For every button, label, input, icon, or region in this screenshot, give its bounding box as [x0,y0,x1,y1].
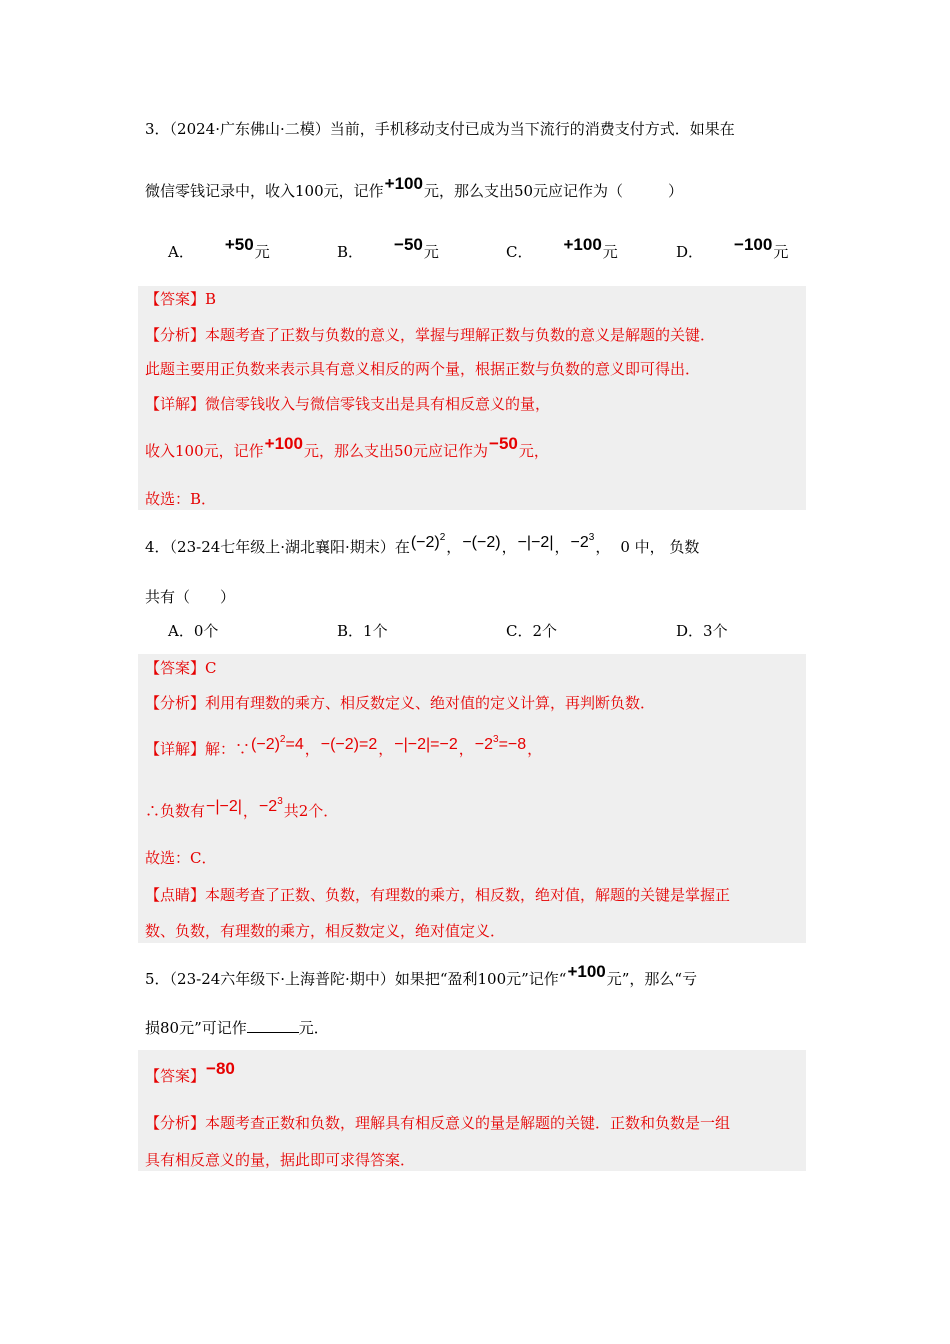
q3-choose: 故选：B． [145,490,217,508]
q4-choose: 故选：C． [145,849,217,867]
q4-detail-expr-1: $(-2)^2=4$ [251,734,304,753]
q4-sep-3: ， [554,538,570,556]
q4-option-c: C．2个 [506,622,558,640]
q4-conclusion-expr-1: −|−2| [206,798,242,815]
q3-stem-text-a: 微信零钱记录中，收入100元，记作 [145,182,384,200]
q3-stem-line2 [145,174,684,202]
q5-analysis-line1: 【分析】本题考查正数和负数，理解具有相反意义的量是解题的关键．正数和负数是一组 [145,1114,731,1132]
q3-option-a [168,235,270,263]
q3-option-a-unit: 元 [254,243,270,261]
q3-answer: 【答案】B [145,290,217,308]
q4-stem-text-b: 0 中， 负数 [620,538,700,556]
q4-detail-text: 【详解】解：∵ [145,740,251,758]
q3-stem-text-b: 元，那么支出50元应记作为（ ） [423,182,684,200]
q4-option-b: B．1个 [337,622,388,640]
q4-point-line1: 【点睛】本题考查了正数、负数，有理数的乘方，相反数，绝对值，解题的关键是掌握正 [145,886,731,904]
q3-analysis-line1: 【分析】本题考查了正数与负数的意义，掌握与理解正数与负数的意义是解题的关键． [145,326,716,344]
q4-detail-sep-3: ， [458,740,474,758]
q3-option-c [506,235,618,263]
q3-analysis-line2: 此题主要用正负数来表示具有意义相反的两个量，根据正数与负数的意义即可得出． [145,360,701,378]
q4-conclusion-sep: ， [242,802,258,820]
q5-answer [145,1059,236,1087]
q3-option-b-label: B． [337,243,364,261]
q3-detail-text-c: 元， [518,442,549,460]
q3-stem-line1: 3．（2024·广东佛山·二模）当前，手机移动支付已成为当下流行的消费支付方式．如果在 [145,120,735,138]
q4-expr-3: −|−2| [517,534,554,551]
q5-answer-label: 【答案】 [145,1067,206,1085]
q3-option-a-math: +50 [224,235,254,254]
q5-stem-text-c: 损80元”可记作 [145,1019,247,1037]
q4-detail-expr-2: −(−2)=2 [320,736,378,753]
q3-option-b-math: −50 [394,235,423,254]
q4-expr-4: $-2^3$ [570,532,595,551]
q4-option-d: D．3个 [676,622,728,640]
q4-analysis: 【分析】利用有理数的乘方、相反数定义、绝对值的定义计算，再判断负数． [145,694,656,712]
q4-detail-line [145,734,543,763]
q3-detail-line2 [145,434,549,462]
q4-stem-line1 [145,532,700,561]
q3-detail-text-b: 元，那么支出50元应记作为 [303,442,489,460]
q3-option-d-label: D． [676,243,704,261]
q3-detail-math1: +100 [264,434,303,453]
q3-detail-text-a: 收入100元，记作 [145,442,264,460]
q5-stem-line1 [145,962,698,990]
q3-option-b [337,235,439,263]
q4-sep-4: ， [595,538,611,556]
q4-option-a: A．0个 [168,622,219,640]
q5-stem-text-d: 元． [298,1019,329,1037]
q3-stem-math: +100 [384,174,423,193]
q4-answer: 【答案】C [145,659,217,677]
q4-detail-expr-4: $-2^3=-8$ [474,734,527,753]
q5-analysis-line2: 具有相反意义的量，据此即可求得答案． [145,1151,416,1169]
q4-expr-1: $(-2)^2$ [410,532,446,551]
q3-detail-math2: −50 [489,434,518,453]
q5-stem-text-b: 元”，那么“亏 [606,970,698,988]
q3-option-c-math: +100 [563,235,602,254]
q3-option-d-unit: 元 [773,243,789,261]
q3-option-b-unit: 元 [423,243,439,261]
q3-option-d [676,235,789,263]
q4-detail-sep-4: ， [527,740,543,758]
q4-detail-sep-1: ， [304,740,320,758]
q4-conclusion [145,796,339,825]
q4-sep-2: ， [501,538,517,556]
q4-point-line2: 数、负数，有理数的乘方，相反数定义，绝对值定义． [145,922,506,940]
q3-detail-line1: 【详解】微信零钱收入与微信零钱支出是具有相反意义的量， [145,395,551,413]
q5-stem-math: +100 [567,962,606,981]
q5-blank [247,1017,299,1033]
q4-stem-line2: 共有（ ） [145,588,236,606]
q4-conclusion-text-a: ∴负数有 [145,802,206,820]
q3-option-d-math: −100 [734,235,773,254]
q4-expr-2: −(−2) [462,534,501,551]
q4-stem-text-a: 4．（23-24七年级上·湖北襄阳·期末）在 [145,538,410,556]
q5-stem-line2 [145,1017,329,1039]
q5-answer-math: −80 [206,1059,235,1078]
q4-detail-expr-3: −|−2|=−2 [394,736,458,753]
q3-option-c-unit: 元 [602,243,618,261]
q4-sep-1: ， [446,538,462,556]
q5-stem-text-a: 5．（23-24六年级下·上海普陀·期中）如果把“盈利100元”记作“ [145,970,567,988]
q4-conclusion-expr-2: $-2^3$ [258,796,283,815]
q4-conclusion-text-b: 共2个． [283,802,339,820]
q3-option-c-label: C． [506,243,533,261]
q3-option-a-label: A． [168,243,194,261]
q4-detail-sep-2: ， [378,740,394,758]
